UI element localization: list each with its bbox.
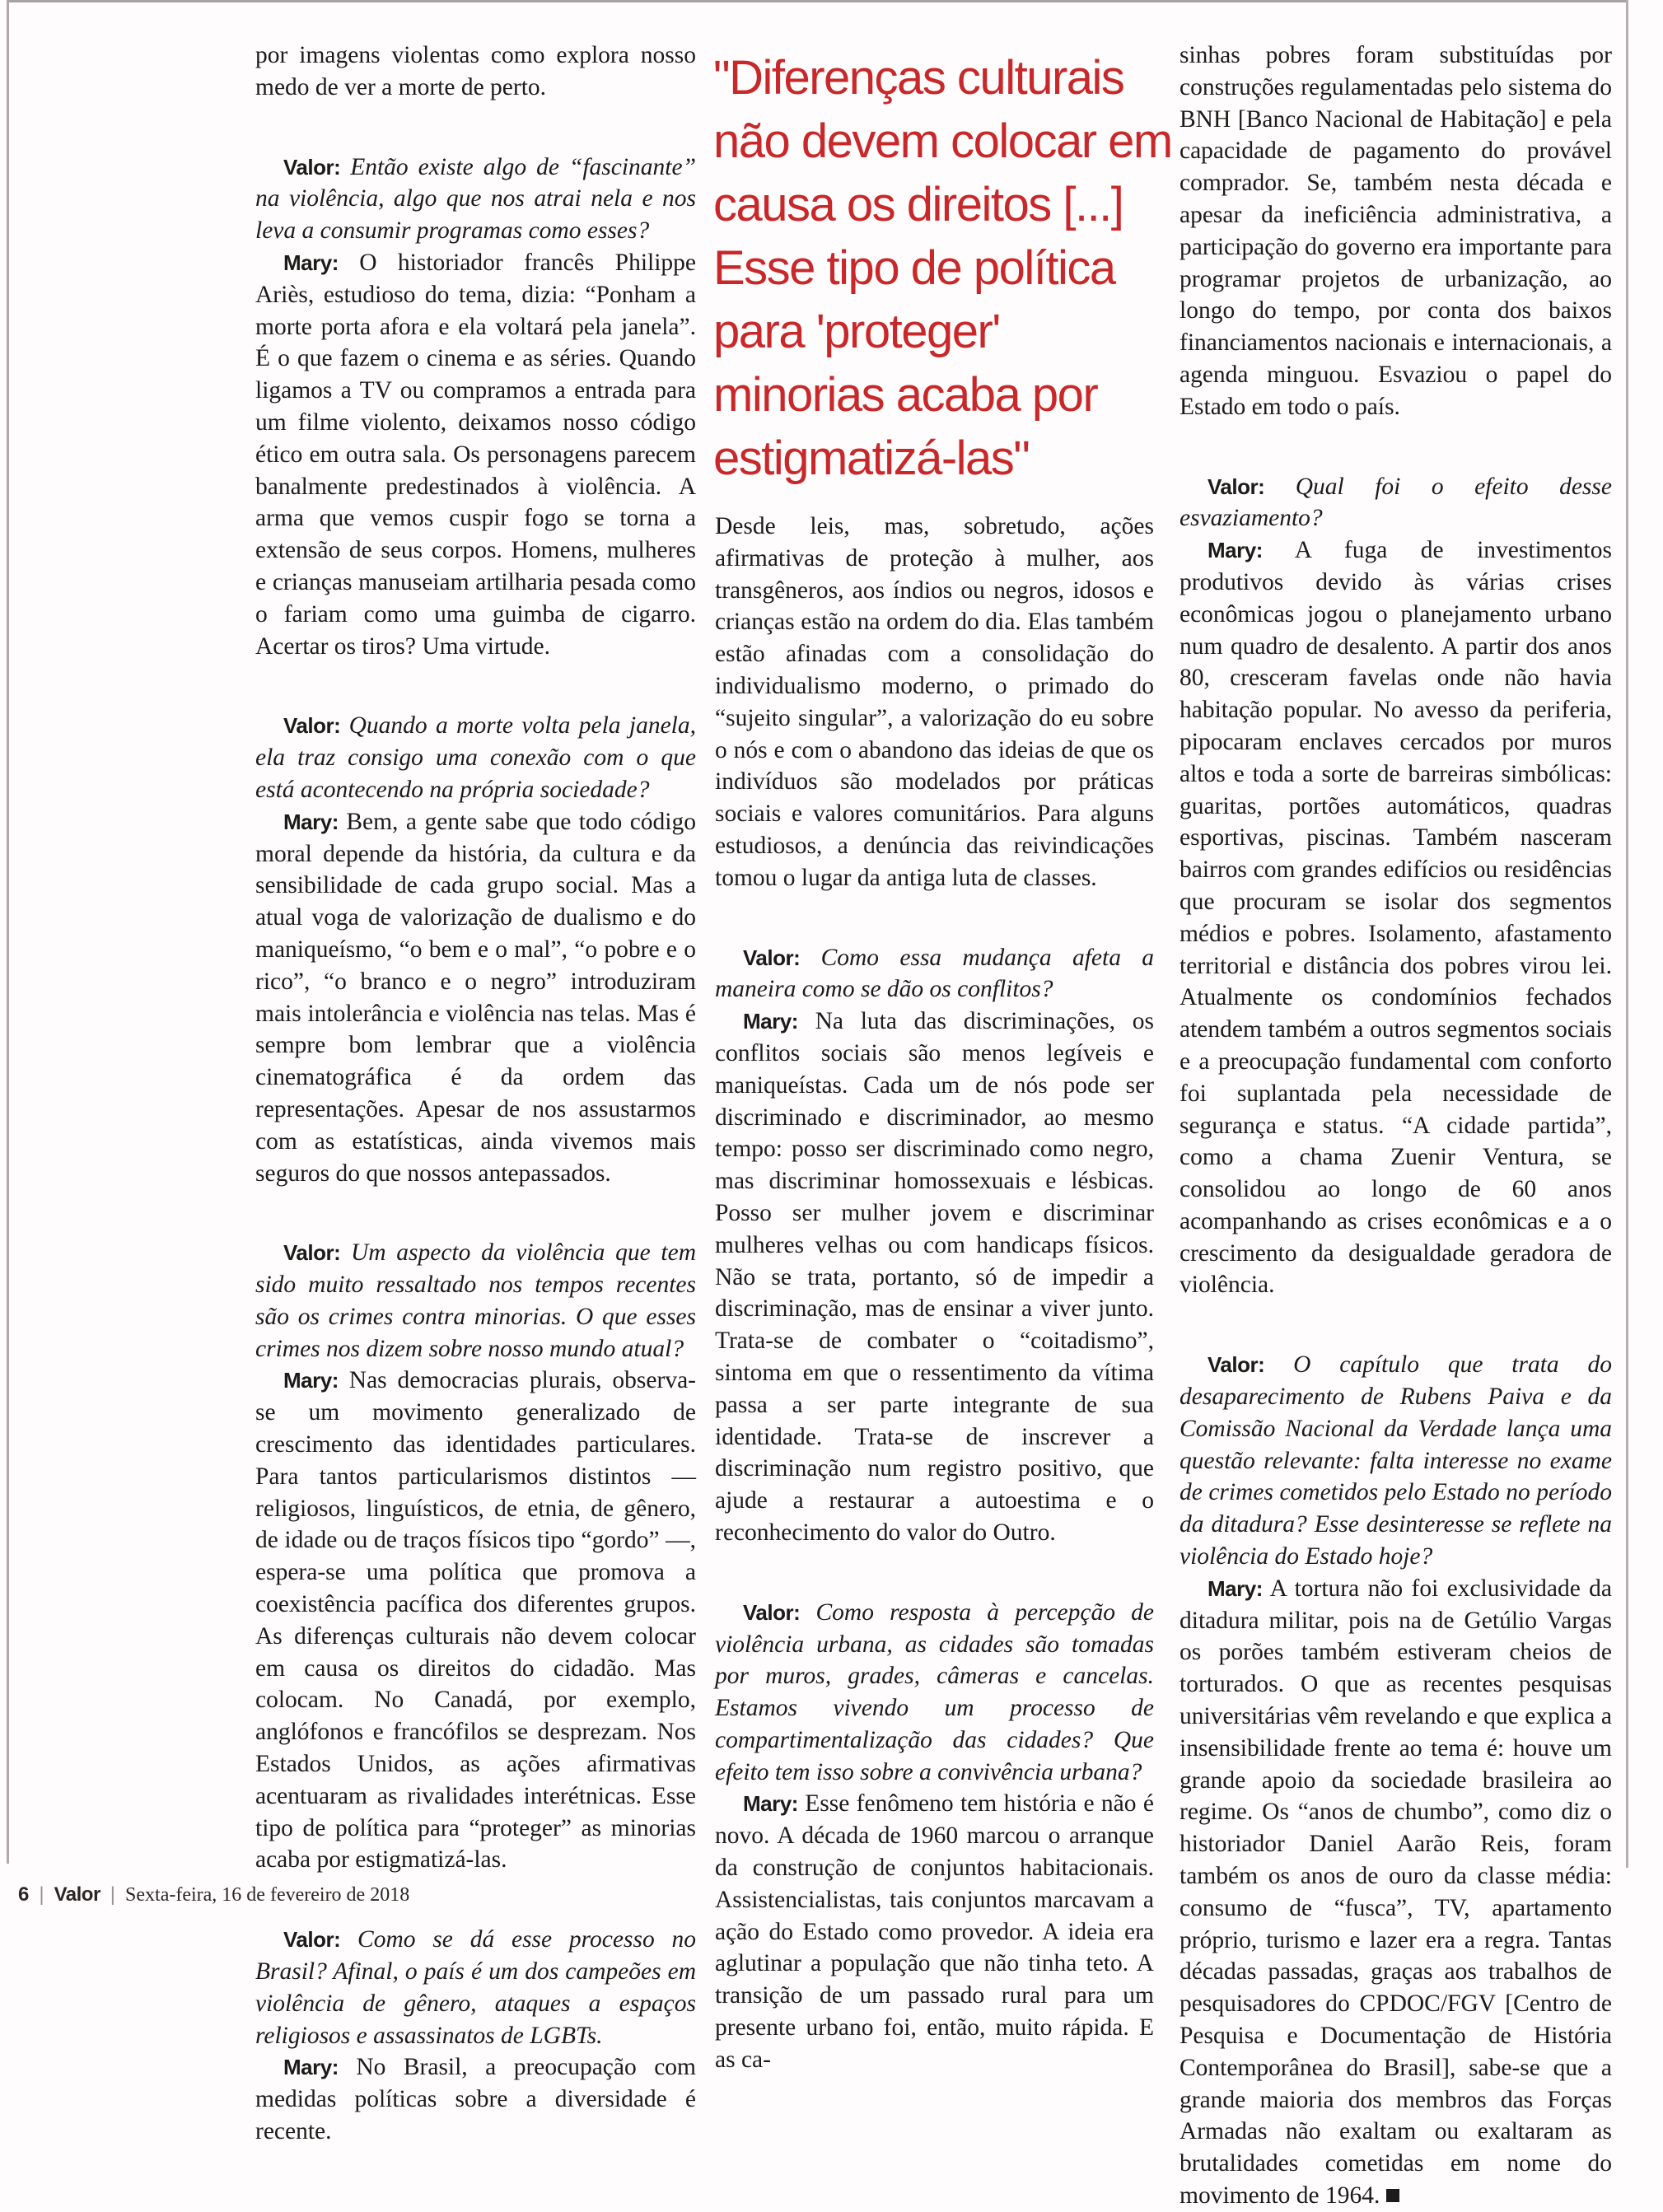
publication-name: Valor [54, 1883, 100, 1906]
interview-question [715, 942, 1154, 1006]
interview-answer [255, 247, 696, 662]
column-intro-text: sinhas pobres foram substituídas por construções regulamentadas pelo sistema do BNH [Banco Nacional de Habitação] e pela capacidade de pagamento do provável comprador. Se, também nesta década e apesar da ineficiência administrativa, a participação do governo era importante para programar projetos de urbanização, ao longo do tempo, por conta dos baixos financiamentos nacionais e internacionais, a agenda minguou. Esvaziou o papel do Estado em todo o país. [1180, 42, 1612, 420]
paragraph-spacer [255, 662, 696, 710]
interview-question [1180, 471, 1612, 535]
paragraph-spacer [715, 894, 1154, 942]
interviewee-label: Mary: [1208, 1575, 1263, 1601]
page-frame-right-border [1626, 0, 1628, 1868]
question-text: O capítulo que trata do desaparecimento de Rubens Paiva e da Comissão Nacional da Verdade lança uma questão relevante: falta interesse no exame de crimes cometidos pelo Estado no período da ditadura? Esse desinteresse se reflete na violência do Estado hoje? [1180, 1351, 1612, 1570]
answer-text: Na luta das discriminações, os conflitos sociais são menos legíveis e maniqueístas. Cada um de nós pode ser discriminado e discriminador, ao mesmo tempo: posso ser discriminado como negro, mas discriminar homossexuais e lésbicas. Posso ser mulher jovem e discriminar mulheres velhas ou com handicaps físicos. Não se trata, portanto, só de impedir a discriminação, mas de ensinar a viver junto. Trata-se de combater o “coitadismo”, sintoma em que o ressentimento da vítima passa a ser parte integrante de sua identidade. Trata-se de inscrever a discriminação num registro positivo, que ajude a restaurar a autoestima e o reconhecimento do valor do Outro. [715, 1008, 1154, 1546]
question-text: Como resposta à percepção de violência urbana, as cidades são tomadas por muros, grades, câmeras e cancelas. Estamos vivendo um processo de compartimentalização das cidades? Que efeito tem isso sobre a convivência urbana? [715, 1598, 1155, 1785]
interviewer-label: Valor: [1208, 474, 1265, 499]
end-of-article-square-icon [1386, 2189, 1399, 2202]
interview-question [255, 710, 696, 805]
interview-answer [1180, 1573, 1612, 2212]
interviewer-label: Valor: [283, 154, 341, 180]
interview-question [255, 152, 696, 247]
answer-text: A fuga de investimentos produtivos devido às várias crises econômicas jogou o planejamento urbano num quadro de desalento. A partir dos anos 80, cresceram favelas onde não havia habitação popular. No avesso da periferia, pipocaram enclaves cercados por muros altos e toda a sorte de barreiras simbólicas: guaritas, portões automáticos, quadras esportivas, piscinas. Também nasceram bairros com grandes edifícios ou residências que procuram se isolar dos segmentos médios e pobres. Isolamento, afastamento territorial e distância dos pobres virou lei. Atualmente os condomínios fechados atendem também a outros segmentos sociais e a preocupação fundamental com conforto foi suplantada pela necessidade de segurança e status. “A cidade partida”, como a chama Zuenir Ventura, se consolidou ao longo de 60 anos acompanhando as crises econômicas e a o crescimento da desigualdade geradora de violência. [1180, 537, 1612, 1299]
interview-question [255, 1237, 696, 1365]
interview-question [1180, 1349, 1612, 1573]
footer-separator: | [39, 1883, 44, 1906]
interview-answer [715, 1788, 1154, 2075]
answer-text: A tortura não foi exclusividade da ditadura militar, pois na de Getúlio Vargas os porões também estiveram cheios de torturados. O que as recentes pesquisas universitárias vêm revelando e que explica a insensibilidade frente ao tema é: houve um grande apoio da sociedade brasileira ao regime. Os “anos de chumbo”, como diz o historiador Daniel Aarão Reis, foram também os anos de ouro da classe média: consumo de “fusca”, TV, apartamento próprio, turismo e lazer era a regra. Tantas décadas passadas, graças aos trabalhos de pesquisadores do CPDOC/FGV [Centro de Pesquisa e Documentação de História Contemporânea do Brasil], sabe-se que a grande maioria dos membros das Forças Armadas não exaltam ou exaltaram as brutalidades cometidas em nome do movimento de 1964. [1180, 1575, 1612, 2209]
publication-date: Sexta-feira, 16 de fevereiro de 2018 [125, 1884, 410, 1906]
paragraph-spacer [255, 1189, 696, 1237]
pull-quote-line: causa os direitos [...] [713, 178, 1123, 231]
page-number: 6 [18, 1883, 30, 1906]
paragraph-spacer [715, 1549, 1154, 1597]
interviewee-label: Mary: [283, 1368, 339, 1393]
interviewer-label: Valor: [743, 1599, 801, 1625]
interview-question [715, 1597, 1154, 1789]
interviewer-label: Valor: [1208, 1352, 1265, 1378]
column-intro-text: Desde leis, mas, sobretudo, ações afirmativas de proteção à mulher, aos transgêneros, aos índios ou negros, idosos e crianças estão na ordem do dia. Elas também estão afinadas com a consolidação do individualismo moderno, o primado do “sujeito singular”, a valorização do eu sobre o nós e com o abandono das ideias de que os indivíduos são modelados por práticas sociais e valores comunitários. Para alguns estudiosos, a denúncia das reivindicações tomou o lugar da antiga luta de classes. [715, 513, 1154, 891]
paragraph-spacer [1180, 423, 1612, 471]
interviewer-label: Valor: [283, 713, 341, 739]
interviewee-label: Mary: [743, 1009, 798, 1034]
interviewee-label: Mary: [743, 1791, 798, 1817]
interview-answer [1180, 534, 1612, 1301]
answer-text: Bem, a gente sabe que todo código moral depende da história, da cultura e da sensibilidade de cada grupo social. Mas a atual voga de valorização de dualismo e do maniqueísmo, “o bem e o mal”, “o pobre e o rico”, “o branco e o negro” introduziram mais intolerância e violência nas telas. Mas é sempre bom lembrar que a violência cinematográfica é da ordem das representações. Apesar de nos assustarmos com as estatísticas, ainda vivemos mais seguros do que nossos antepassados. [255, 808, 696, 1187]
paragraph-spacer [255, 104, 696, 152]
answer-text: O historiador francês Philippe Ariès, estudioso do tema, dizia: “Ponham a morte porta afora e ela voltará pela janela”. É o que fazem o cinema e as séries. Quando ligamos a TV ou compramos a entrada para um filme violento, deixamos nosso código ético em outra sala. Os personagens parecem banalmente predestinados à violência. A arma que vemos cuspir fogo se torna a extensão de seus corpos. Homens, mulheres e crianças manuseiam artilharia pesada como o fariam como uma guimba de cigarro. Acertar os tiros? Uma virtude. [255, 249, 696, 660]
page-footer [18, 1883, 409, 1906]
question-text: Um aspecto da violência que tem sido muito ressaltado nos tempos recentes são os crimes contra minorias. O que esses crimes nos dizem sobre nosso mundo atual? [255, 1239, 696, 1362]
footer-separator: | [110, 1883, 116, 1906]
question-text: Quando a morte volta pela janela, ela traz consigo uma conexão com o que está acontecendo na própria sociedade? [255, 712, 697, 803]
pull-quote [713, 46, 1172, 490]
interview-answer [255, 2051, 696, 2147]
middle-column [715, 511, 1154, 2076]
page-frame-top-border [7, 0, 1628, 2]
answer-text: Nas democracias plurais, observa-se um movimento generalizado de crescimento das identidades particulares. Para tantos particularismos distintos — religiosos, linguísticos, de etnia, de gênero, de idade ou de traços físicos tipo “gordo” —, espera-se uma política que promova a coexistência pacífica dos diferentes grupos. As diferenças culturais não devem colocar em causa os direitos do cidadão. Mas colocam. No Canadá, por exemplo, anglófonos e francófilos se desprezam. Nos Estados Unidos, as ações afirmativas acentuaram as rivalidades interétnicas. Esse tipo de política para “proteger” as minorias acaba por estigmatizá-las. [255, 1367, 696, 1874]
interviewee-label: Mary: [283, 250, 339, 275]
question-text: Como se dá esse processo no Brasil? Afinal, o país é um dos campeões em violência de gênero, ataques a espaços religiosos e assassinatos de LGBTs. [255, 1926, 697, 2049]
question-text: Qual foi o efeito desse esvaziamento? [1180, 473, 1612, 532]
interviewer-label: Valor: [283, 1927, 341, 1953]
left-column [255, 40, 696, 2148]
interview-answer [255, 806, 696, 1190]
interviewee-label: Mary: [283, 2055, 339, 2080]
answer-text: No Brasil, a preocupação com medidas políticas sobre a diversidade é recente. [255, 2054, 696, 2145]
question-text: Então existe algo de “fascinante” na violência, algo que nos atrai nela e nos leva a consumir programas como esses? [255, 153, 696, 245]
interview-question [255, 1924, 696, 2051]
pull-quote-line: não devem colocar em [713, 114, 1172, 168]
answer-text: Esse fenômeno tem história e não é novo. A década de 1960 marcou o arranque da construção de conjuntos habitacionais. Assistencialistas, tais conjuntos marcavam a ação do Estado como provedor. A ideia era aglutinar a população que não tinha teto. A transição de um passado rural para um presente urbano foi, então, muito rápida. E as ca- [715, 1790, 1154, 2073]
interviewer-label: Valor: [283, 1240, 341, 1266]
interview-answer [715, 1006, 1154, 1549]
interviewee-label: Mary: [1208, 538, 1263, 563]
right-column [1180, 40, 1612, 2212]
pull-quote-line: para 'proteger' [713, 305, 1000, 358]
pull-quote-line: "Diferenças culturais [713, 51, 1124, 105]
interviewer-label: Valor: [743, 945, 801, 970]
pull-quote-line: Esse tipo de política [713, 241, 1115, 295]
pull-quote-line: minorias acaba por [713, 368, 1098, 422]
interview-answer [255, 1365, 696, 1876]
pull-quote-line: estigmatizá-las" [713, 432, 1030, 485]
page-frame-left-border [7, 0, 9, 1864]
interviewee-label: Mary: [283, 809, 339, 834]
paragraph-spacer [1180, 1301, 1612, 1349]
question-text: Como essa mudança afeta a maneira como se dão os conflitos? [715, 944, 1155, 1003]
column-intro-text: por imagens violentas como explora nosso medo de ver a morte de perto. [255, 42, 696, 100]
